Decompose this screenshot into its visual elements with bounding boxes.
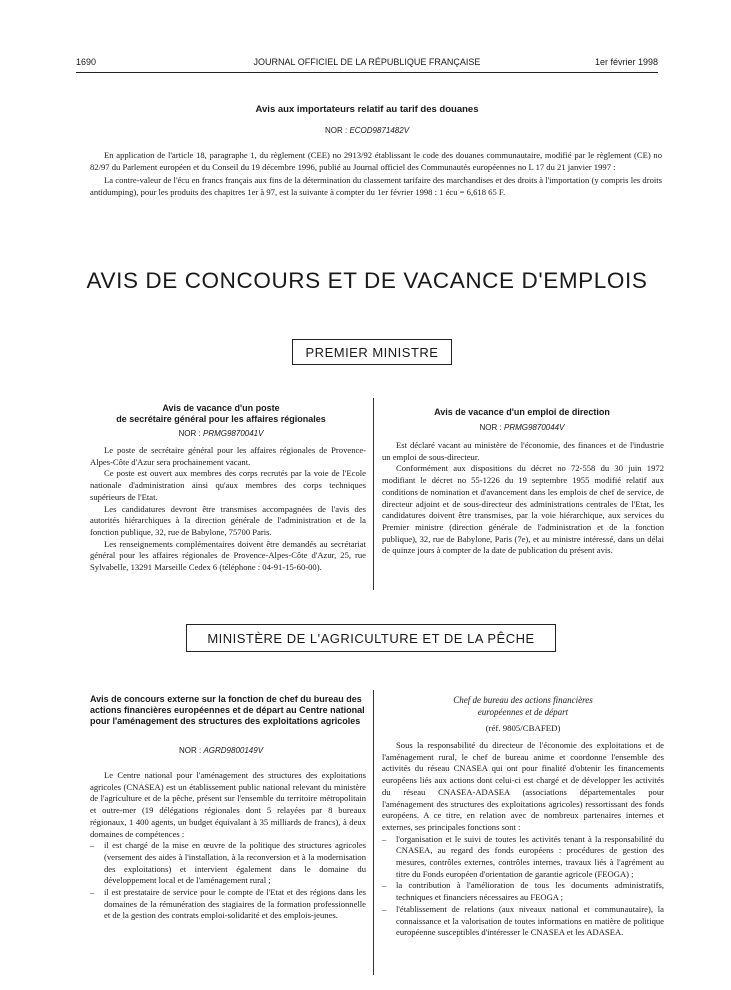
sg-title-line-2: de secrétaire général pour les affaires régionales (116, 414, 326, 424)
chef-paragraph-1: Sous la responsabilité du directeur de l'économie des exploitations et de l'aménagement rural, le chef de bureau anime et coordonne l'ensemble des activités du réseau CNASEA qui ont pour finalité d'obtenir les financements européens liés aux actions dont celui-ci est chargé et de développer les activités du réseau CNASEA-ADASEA (associations départementales pour l'aménagement des structures des exploitations agricoles) ressortissant des fonds européens. A ce titre, en relation avec de nombreux partenaires internes et externes, ses principales fonctions sont : (382, 740, 664, 832)
chef-bullet-1: – l'organisation et le suivi de toutes les activités tenant à la responsabilité du CNASEA, au regard des fonds européens : procédures de gestion des mesures, contrôles externes, contrôles internes, travaux liés à l'agrément au titre du Fonds européen d'orientation de garantie agricole (FEOGA) ; (382, 833, 664, 879)
cnasea-paragraph-1: Le Centre national pour l'aménagement des structures des exploitations agricoles (CNASEA) est un établissement public national relevant du ministère de l'agriculture et de la pêche, présent sur l'ensemble du territoire métropolitain et outre-mer (19 délégations régionales dont 5 relayées par 8 bureaux régionaux, 1 400 agents, un budget équivalant à 35 milliards de francs), à deux domaines de compétences : (90, 770, 366, 839)
importers-nor (76, 125, 658, 136)
director-paragraph-1: Est déclaré vacant au ministère de l'économie, des finances et de l'industrie un emploi de sous-directeur. (382, 440, 664, 462)
header-rule (76, 72, 658, 73)
chef-bureau-title (382, 694, 664, 718)
nor-code: PRMG9870041V (202, 429, 264, 438)
cnasea-nor (76, 745, 366, 756)
column-divider (373, 398, 374, 590)
chef-bullet-3: – l'établissement de relations (aux niveaux national et communautaire), la connaissance et la valorisation de toutes informations en matière de politique européenne susceptibles d'intéresser le CNASEA et les ADASEA. (382, 903, 664, 938)
chef-bureau-body (382, 740, 664, 939)
sg-nor (76, 428, 366, 439)
director-vacancy-title: Avis de vacance d'un emploi de direction (434, 407, 610, 417)
cnasea-bullet-2: – il est prestataire de service pour le compte de l'Etat et des régions dans les domaines de la rémunération des stagiaires de la formation professionnelle et de la gestion des contrats emploi-solidarité et des emplois-jeunes. (90, 887, 366, 921)
sg-paragraph-3: Les candidatures devront être transmises accompagnées de l'avis des autorités hiérarchiques à la direction générale de l'administration et de la fonction publique, 32, rue de Babylone, 75700 Paris. (90, 503, 366, 537)
sg-paragraph-4: Les renseignements complémentaires doivent être demandés au secrétariat général pour les affaires régionales de Provence-Alpes-Côte d'Azur, 25, rue Sylvabelle, 13291 Marseille Cedex 6 (téléphone : 04-91-15-60-00). (90, 538, 366, 573)
section-premier-ministre: PREMIER MINISTRE (292, 339, 452, 365)
importers-title: Avis aux importateurs relatif au tarif des douanes (255, 104, 479, 115)
chef-bullet-2: – la contribution à l'amélioration de tous les documents administratifs, techniques et financiers nécessaires au FEOGA ; (382, 880, 664, 903)
sg-paragraph-2: Ce poste est ouvert aux membres des corps recrutés par la voie de l'Ecole nationale d'administration ainsi qu'aux membres des corps techniques supérieurs de l'Etat. (90, 468, 366, 502)
page-number: 1690 (76, 57, 97, 67)
issue-date: 1er février 1998 (594, 57, 658, 67)
sg-paragraph-1: Le poste de secrétaire général pour les affaires régionales de Provence-Alpes-Côte d'Azur sera prochainement vacant. (90, 445, 366, 467)
nor-code: PRMG9870044V (503, 423, 565, 432)
importers-paragraph-2: La contre-valeur de l'écu en francs français aux fins de la détermination du classement tarifaire des marchandises et des droits à l'importation (y compris les droits antidumping), pour les produits des chapitres 1er à 97, est la suivante à compter du 1er février 1998 : 1 écu = 6,618 65 F. (90, 175, 662, 198)
chef-title-line-1: Chef de bureau des actions financières (453, 695, 593, 705)
sg-title-line-1: Avis de vacance d'un poste (162, 403, 280, 413)
nor-label: NOR : (324, 126, 348, 135)
director-body (382, 440, 664, 557)
nor-label: NOR : (178, 746, 202, 755)
cnasea-concours-title: Avis de concours externe sur la fonction de chef du bureau des actions financières européennes et de départ au Centre national pour l'aménagement des structures des exploitations agricoles (90, 694, 365, 726)
column-divider (373, 690, 374, 975)
section-ministere-agriculture: MINISTÈRE DE L'AGRICULTURE ET DE LA PÊCHE (186, 624, 556, 652)
journal-title: JOURNAL OFFICIEL DE LA RÉPUBLIQUE FRANÇAISE (253, 57, 481, 67)
nor-code: ECOD9871482V (349, 126, 410, 135)
nor-code: AGRD9800149V (203, 746, 264, 755)
chef-title-line-2: européennes et de départ (477, 707, 569, 717)
director-paragraph-2: Conformément aux dispositions du décret no 72-558 du 30 juin 1972 modifiant le décret no 55-1226 du 19 septembre 1955 modifié relatif aux conditions de nomination et d'avancement dans les emplois de chef de service, de directeur adjoint et de sous-directeur des administrations centrales de l'Etat, les candidatures doivent être transmises, par la voie hiérarchique, aux services du Premier ministre (direction générale de l'administration et de la fonction publique), 32, rue de Babylone, Paris (7e), et au ministre intéressé, dans un délai de quinze jours à compter de la date de publication du présent avis. (382, 463, 664, 556)
chef-bureau-ref: (réf. 9805/CBAFED) (485, 723, 561, 733)
nor-label: NOR : (178, 429, 201, 438)
sg-vacancy-title (76, 403, 366, 425)
nor-label: NOR : (479, 423, 502, 432)
cnasea-bullet-1: – il est chargé de la mise en œuvre de la politique des structures agricoles (versement des aides à l'installation, à la reconversion et à la modernisation des exploitations) et intervient également dans le domaine du développement local et de l'aménagement rural ; (90, 840, 366, 886)
cnasea-body (90, 770, 366, 922)
main-heading: AVIS DE CONCOURS ET DE VACANCE D'EMPLOIS (86, 268, 648, 293)
running-header (76, 57, 658, 71)
director-nor (382, 422, 662, 433)
importers-paragraph-1: En application de l'article 18, paragraphe 1, du règlement (CEE) no 2913/92 établissant le code des douanes communautaire, modifié par le règlement (CE) no 82/97 du Parlement européen et du Conseil du 19 décembre 1996, publié au Journal officiel des Communautés européennes no L 17 du 21 janvier 1997 : (90, 150, 662, 172)
importers-body (90, 150, 662, 199)
sg-body (90, 445, 366, 574)
